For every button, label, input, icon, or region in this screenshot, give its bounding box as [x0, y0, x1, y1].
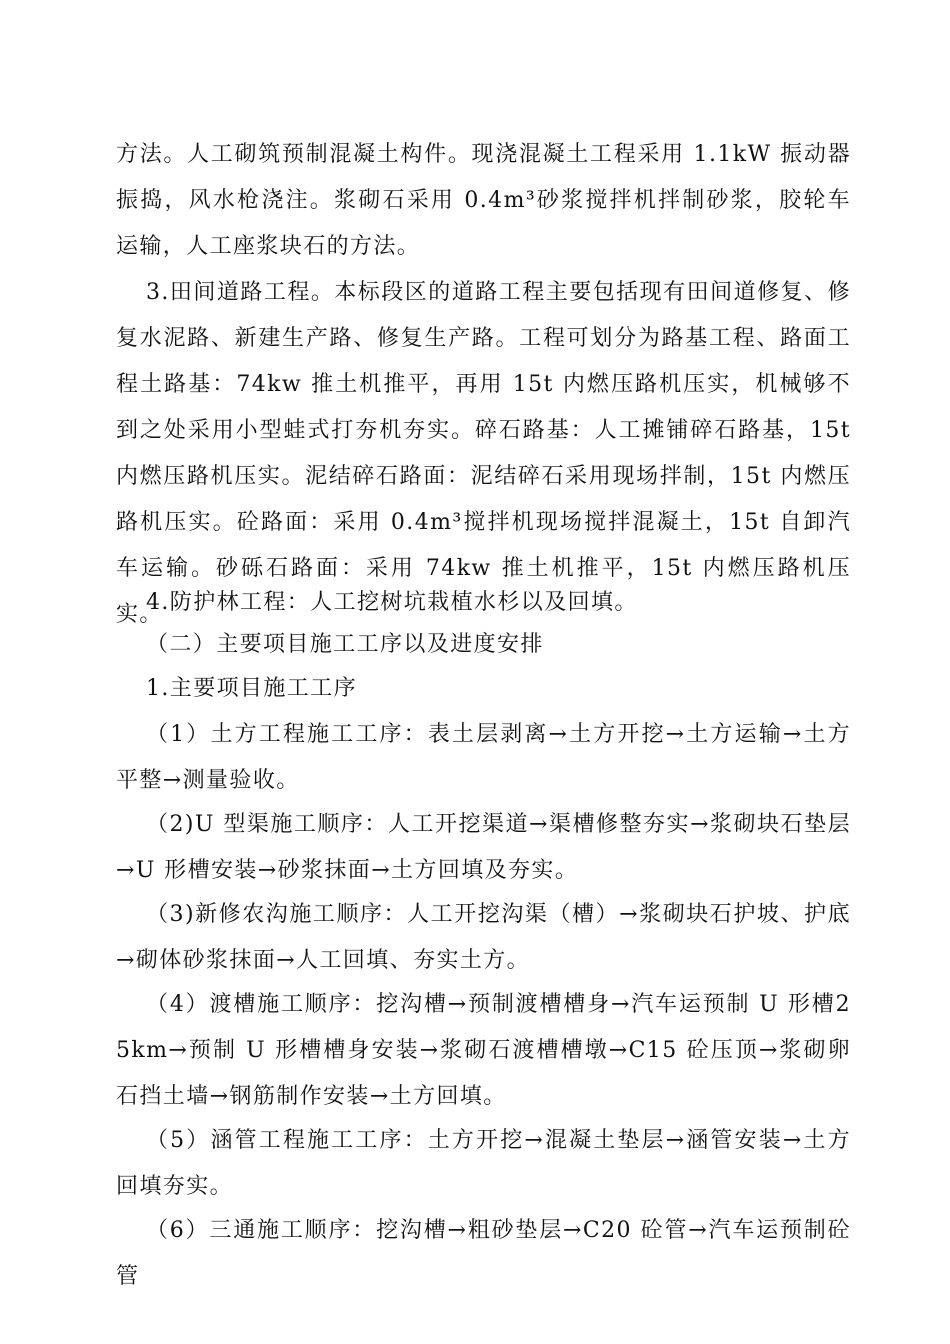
paragraph-aqueduct-procedure: （4）渡槽施工顺序：挖沟槽→预制渡槽槽身→汽车运预制 U 形槽25km→预制 U 形槽槽身安装→浆砌石渡槽槽墩→C15 砼压顶→浆砌卵石挡土墙→钢筋制作安装→土方回填。: [116, 992, 851, 1109]
paragraph-construction-methods: 方法。人工砌筑预制混凝土构件。现浇混凝土工程采用 1.1kW 振动器振捣，风水枪浇注。浆砌石采用 0.4m³砂浆搅拌机拌制砂浆，胶轮车运输，人工座浆块石的方法。: [116, 142, 851, 259]
paragraph-three-links-procedure: （6）三通施工顺序：挖沟槽→粗砂垫层→C20 砼管→汽车运预制砼管: [116, 1218, 851, 1289]
paragraph-shelterbelt-works: 4.防护林工程：人工挖树坑栽植水杉以及回填。: [146, 590, 638, 615]
paragraph-culvert-procedure: （5）涵管工程施工工序：土方开挖→混凝土垫层→涵管安装→土方回填夯实。: [116, 1128, 851, 1199]
section-heading-procedures-schedule: （二）主要项目施工工序以及进度安排: [146, 632, 544, 657]
subsection-heading-procedures: 1.主要项目施工工序: [146, 676, 357, 701]
paragraph-field-road-works: 3.田间道路工程。本标段区的道路工程主要包括现有田间道修复、修复水泥路、新建生产路、修复生产路。工程可划分为路基工程、路面工程土路基：74kw 推土机推平，再用 15t 内燃压路机压实，机械够不到之处采用小型蛙式打夯机夯实。碎石路基：人工摊铺碎石路基，15t 内燃压路机压实。泥结碎石路面：泥结碎石采用现场拌制，15t 内燃压路机压实。砼路面：采用 0.4m³搅拌机现场搅拌混凝土，15t 自卸汽车运输。砂砾石路面：采用 74kw 推土机推平，15t 内燃压路机压实。: [116, 280, 851, 627]
paragraph-farm-ditch-procedure: （3)新修农沟施工顺序：人工开挖沟渠（槽）→浆砌块石护坡、护底→砌体砂浆抹面→人工回填、夯实土方。: [116, 902, 851, 973]
paragraph-u-channel-procedure: （2)U 型渠施工顺序：人工开挖渠道→渠槽修整夯实→浆砌块石垫层→U 形槽安装→砂浆抹面→土方回填及夯实。: [116, 812, 851, 883]
paragraph-earthwork-procedure: （1）土方工程施工工序：表土层剥离→土方开挖→土方运输→土方平整→测量验收。: [116, 722, 851, 793]
